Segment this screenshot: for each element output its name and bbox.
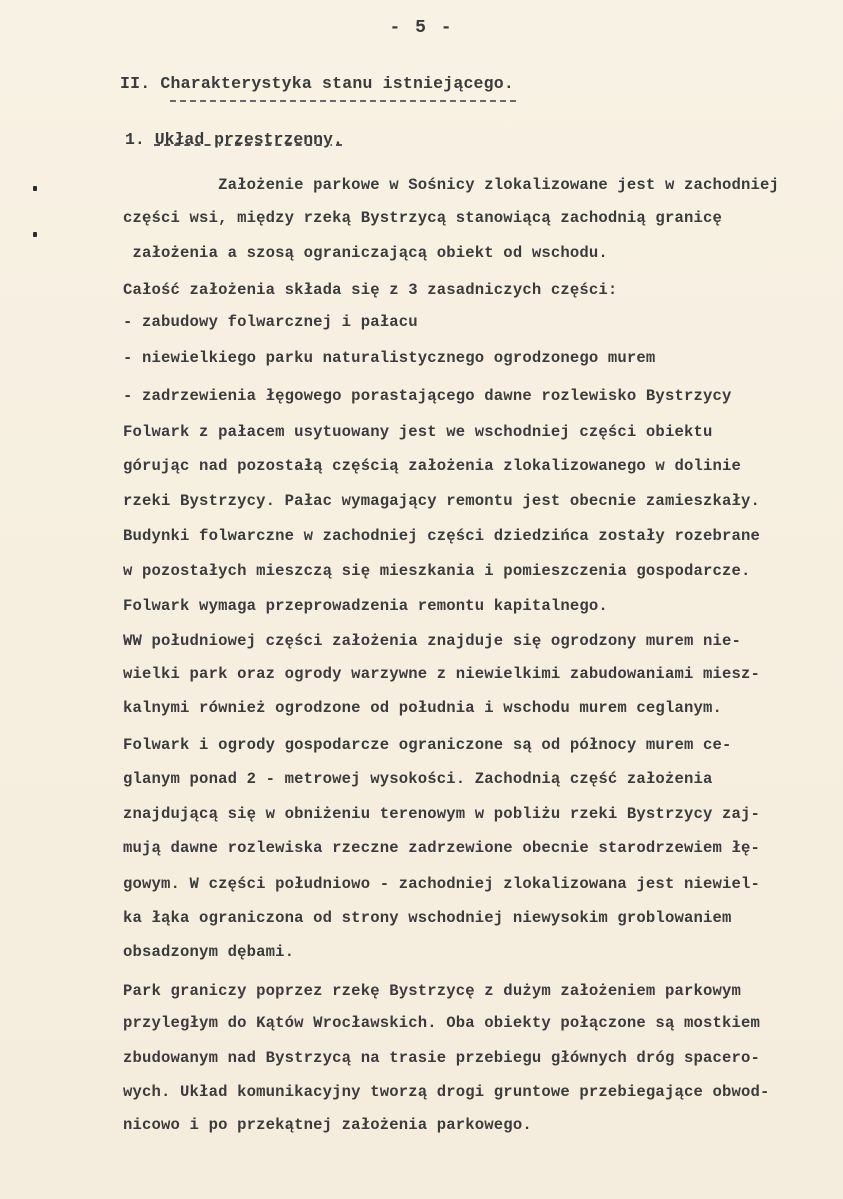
body-line: górując nad pozostałą częścią założenia zlokalizowanego w dolinie — [123, 457, 742, 475]
body-line: obsadzonym dębami. — [123, 943, 295, 961]
subsection-number: 1. — [125, 130, 145, 149]
heading-underline — [170, 100, 516, 102]
body-line: wielki park oraz ogrody warzywne z niewielkimi zabudowaniami miesz- — [123, 665, 761, 683]
body-line: znajdującą się w obniżeniu terenowym w pobliżu rzeki Bystrzycy zaj- — [123, 805, 761, 823]
body-line: w pozostałych mieszczą się mieszkania i pomieszczenia gospodarcze. — [123, 562, 751, 580]
section-heading: II. Charakterystyka stanu istniejącego. — [120, 74, 514, 93]
body-line: Budynki folwarczne w zachodniej części dziedzińca zostały rozebrane — [123, 527, 761, 545]
body-line: Folwark z pałacem usytuowany jest we wschodniej części obiektu — [123, 423, 713, 441]
body-line: gowym. W części południowo - zachodniej zlokalizowana jest niewiel- — [123, 875, 761, 893]
body-line: wych. Układ komunikacyjny tworzą drogi gruntowe przebiegające obwod- — [123, 1083, 770, 1101]
body-line: Całość założenia składa się z 3 zasadniczych części: — [123, 281, 618, 299]
body-line: Folwark i ogrody gospodarcze ograniczone są od północy murem ce- — [123, 736, 732, 754]
margin-mark — [33, 232, 37, 237]
body-line: Folwark wymaga przeprowadzenia remontu kapitalnego. — [123, 597, 608, 615]
margin-mark — [33, 186, 37, 191]
body-line: mują dawne rozlewiska rzeczne zadrzewione obecnie starodrzewiem łę- — [123, 839, 761, 857]
body-line: kalnymi również ogrodzone od południa i wschodu murem ceglanym. — [123, 699, 722, 717]
body-line: zbudowanym nad Bystrzycą na trasie przebiegu głównych dróg spacero- — [123, 1049, 761, 1067]
body-line: WW południowej części założenia znajduje się ogrodzony murem nie- — [123, 632, 742, 650]
page-number: - 5 - — [389, 18, 454, 38]
body-line: nicowo i po przekątnej założenia parkowego. — [123, 1116, 532, 1134]
body-line: - zabudowy folwarcznej i pałacu — [123, 313, 418, 331]
subsection-title: Układ przestrzenny. — [154, 130, 343, 149]
body-line: - zadrzewienia łęgowego porastającego dawne rozlewisko Bystrzycy — [123, 387, 732, 405]
body-line: rzeki Bystrzycy. Pałac wymagający remontu jest obecnie zamieszkały. — [123, 492, 761, 510]
body-line: części wsi, między rzeką Bystrzycą stanowiącą zachodnią granicę — [123, 209, 722, 227]
body-line: glanym ponad 2 - metrowej wysokości. Zachodnią część założenia — [123, 770, 713, 788]
body-line: przyległym do Kątów Wrocławskich. Oba obiekty połączone są mostkiem — [123, 1014, 761, 1032]
body-line: - niewielkiego parku naturalistycznego ogrodzonego murem — [123, 349, 656, 367]
body-line: ka łąka ograniczona od strony wschodniej niewysokim groblowaniem — [123, 909, 732, 927]
body-line: Park graniczy poprzez rzekę Bystrzycę z dużym założeniem parkowym — [123, 982, 742, 1000]
subsection-heading — [125, 130, 343, 149]
body-line: założenia a szosą ograniczającą obiekt od wschodu. — [123, 244, 608, 262]
body-line: Założenie parkowe w Sośnicy zlokalizowane jest w zachodniej — [123, 176, 780, 194]
